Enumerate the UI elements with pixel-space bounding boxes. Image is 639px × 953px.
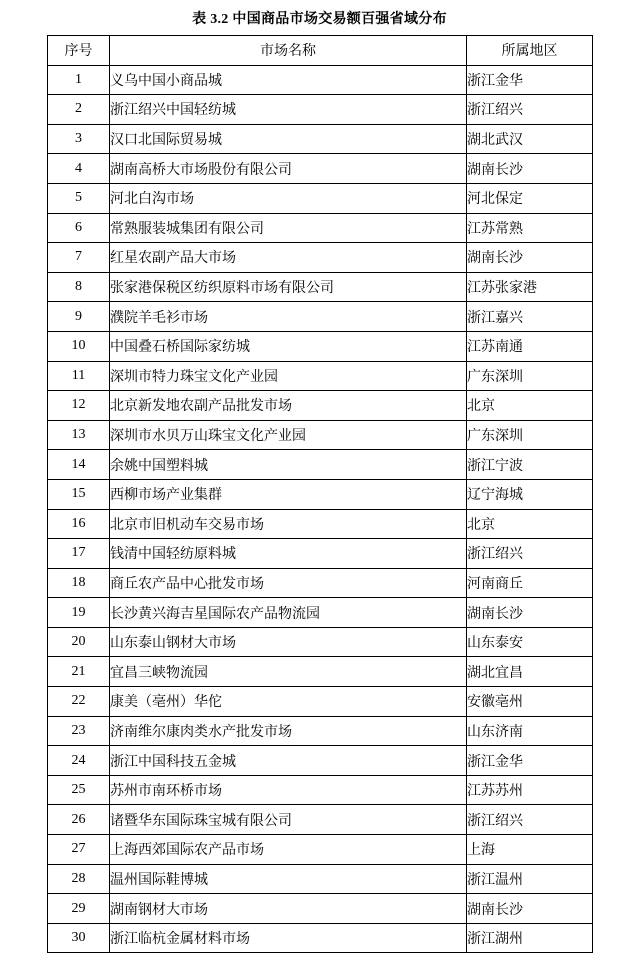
- cell-region: 浙江金华: [467, 746, 593, 776]
- cell-region: 浙江温州: [467, 864, 593, 894]
- table-row: [48, 627, 593, 657]
- cell-index: 21: [48, 657, 110, 687]
- cell-region: 湖南长沙: [467, 243, 593, 273]
- cell-market-name: 钱清中国轻纺原料城: [110, 539, 467, 569]
- cell-market-name: 常熟服装城集团有限公司: [110, 213, 467, 243]
- cell-market-name: 汉口北国际贸易城: [110, 124, 467, 154]
- cell-market-name: 济南维尔康肉类水产批发市场: [110, 716, 467, 746]
- table-row: [48, 923, 593, 953]
- cell-index: 1: [48, 65, 110, 95]
- cell-index: 25: [48, 775, 110, 805]
- cell-index: 24: [48, 746, 110, 776]
- table-row: [48, 835, 593, 865]
- cell-market-name: 红星农副产品大市场: [110, 243, 467, 273]
- table-row: [48, 65, 593, 95]
- table-row: [48, 183, 593, 213]
- cell-index: 4: [48, 154, 110, 184]
- column-header-region: 所属地区: [467, 36, 593, 66]
- cell-region: 湖南长沙: [467, 894, 593, 924]
- cell-market-name: 河北白沟市场: [110, 183, 467, 213]
- column-header-index: 序号: [48, 36, 110, 66]
- cell-index: 30: [48, 923, 110, 953]
- table-row: [48, 391, 593, 421]
- table-row: [48, 213, 593, 243]
- cell-region: 广东深圳: [467, 420, 593, 450]
- table-header: [48, 36, 593, 66]
- cell-market-name: 深圳市水贝万山珠宝文化产业园: [110, 420, 467, 450]
- cell-region: 湖南长沙: [467, 154, 593, 184]
- table-row: [48, 479, 593, 509]
- cell-region: 浙江湖州: [467, 923, 593, 953]
- cell-market-name: 中国叠石桥国际家纺城: [110, 331, 467, 361]
- cell-index: 8: [48, 272, 110, 302]
- table-row: [48, 420, 593, 450]
- cell-region: 浙江绍兴: [467, 95, 593, 125]
- table-row: [48, 539, 593, 569]
- cell-region: 安徽亳州: [467, 687, 593, 717]
- cell-index: 18: [48, 568, 110, 598]
- table-row: [48, 243, 593, 273]
- cell-region: 江苏张家港: [467, 272, 593, 302]
- cell-index: 2: [48, 95, 110, 125]
- cell-index: 12: [48, 391, 110, 421]
- cell-market-name: 北京市旧机动车交易市场: [110, 509, 467, 539]
- cell-index: 19: [48, 598, 110, 628]
- table-row: [48, 509, 593, 539]
- cell-market-name: 康美（亳州）华佗: [110, 687, 467, 717]
- table-row: [48, 331, 593, 361]
- table-row: [48, 598, 593, 628]
- cell-index: 29: [48, 894, 110, 924]
- cell-market-name: 长沙黄兴海吉星国际农产品物流园: [110, 598, 467, 628]
- cell-region: 北京: [467, 391, 593, 421]
- cell-index: 14: [48, 450, 110, 480]
- cell-index: 3: [48, 124, 110, 154]
- cell-market-name: 湖南高桥大市场股份有限公司: [110, 154, 467, 184]
- cell-region: 上海: [467, 835, 593, 865]
- cell-region: 辽宁海城: [467, 479, 593, 509]
- cell-region: 湖北武汉: [467, 124, 593, 154]
- cell-market-name: 濮院羊毛衫市场: [110, 302, 467, 332]
- cell-index: 10: [48, 331, 110, 361]
- table-row: [48, 894, 593, 924]
- cell-index: 27: [48, 835, 110, 865]
- cell-market-name: 苏州市南环桥市场: [110, 775, 467, 805]
- cell-market-name: 诸暨华东国际珠宝城有限公司: [110, 805, 467, 835]
- cell-region: 浙江嘉兴: [467, 302, 593, 332]
- table-row: [48, 746, 593, 776]
- column-header-market-name: 市场名称: [110, 36, 467, 66]
- cell-market-name: 余姚中国塑料城: [110, 450, 467, 480]
- cell-index: 26: [48, 805, 110, 835]
- cell-market-name: 浙江中国科技五金城: [110, 746, 467, 776]
- table-row: [48, 95, 593, 125]
- cell-index: 7: [48, 243, 110, 273]
- cell-index: 13: [48, 420, 110, 450]
- table-row: [48, 864, 593, 894]
- cell-market-name: 深圳市特力珠宝文化产业园: [110, 361, 467, 391]
- cell-market-name: 浙江绍兴中国轻纺城: [110, 95, 467, 125]
- cell-index: 16: [48, 509, 110, 539]
- cell-region: 浙江绍兴: [467, 805, 593, 835]
- cell-index: 6: [48, 213, 110, 243]
- table-body: [48, 65, 593, 953]
- cell-market-name: 西柳市场产业集群: [110, 479, 467, 509]
- cell-market-name: 宜昌三峡物流园: [110, 657, 467, 687]
- table-row: [48, 272, 593, 302]
- cell-market-name: 温州国际鞋博城: [110, 864, 467, 894]
- cell-index: 28: [48, 864, 110, 894]
- cell-region: 江苏常熟: [467, 213, 593, 243]
- cell-market-name: 上海西郊国际农产品市场: [110, 835, 467, 865]
- cell-index: 11: [48, 361, 110, 391]
- table-row: [48, 805, 593, 835]
- cell-market-name: 义乌中国小商品城: [110, 65, 467, 95]
- cell-index: 20: [48, 627, 110, 657]
- table-row: [48, 361, 593, 391]
- table-row: [48, 775, 593, 805]
- cell-index: 9: [48, 302, 110, 332]
- table-row: [48, 154, 593, 184]
- cell-market-name: 山东泰山钢材大市场: [110, 627, 467, 657]
- cell-index: 23: [48, 716, 110, 746]
- cell-region: 河北保定: [467, 183, 593, 213]
- cell-region: 江苏苏州: [467, 775, 593, 805]
- cell-market-name: 张家港保税区纺织原料市场有限公司: [110, 272, 467, 302]
- table-row: [48, 657, 593, 687]
- cell-index: 17: [48, 539, 110, 569]
- market-table: [47, 35, 593, 953]
- cell-index: 5: [48, 183, 110, 213]
- cell-region: 浙江宁波: [467, 450, 593, 480]
- table-caption: 表 3.2 中国商品市场交易额百强省域分布: [192, 12, 447, 27]
- cell-market-name: 北京新发地农副产品批发市场: [110, 391, 467, 421]
- cell-region: 湖北宜昌: [467, 657, 593, 687]
- cell-region: 湖南长沙: [467, 598, 593, 628]
- cell-region: 广东深圳: [467, 361, 593, 391]
- cell-region: 山东济南: [467, 716, 593, 746]
- table-row: [48, 716, 593, 746]
- cell-region: 浙江金华: [467, 65, 593, 95]
- cell-region: 浙江绍兴: [467, 539, 593, 569]
- cell-region: 北京: [467, 509, 593, 539]
- cell-market-name: 湖南钢材大市场: [110, 894, 467, 924]
- cell-region: 江苏南通: [467, 331, 593, 361]
- table-row: [48, 568, 593, 598]
- table-row: [48, 302, 593, 332]
- cell-market-name: 商丘农产品中心批发市场: [110, 568, 467, 598]
- cell-index: 22: [48, 687, 110, 717]
- table-header-row: [48, 36, 593, 66]
- cell-market-name: 浙江临杭金属材料市场: [110, 923, 467, 953]
- cell-region: 河南商丘: [467, 568, 593, 598]
- table-row: [48, 124, 593, 154]
- table-row: [48, 687, 593, 717]
- table-container: [0, 35, 639, 953]
- cell-index: 15: [48, 479, 110, 509]
- cell-region: 山东泰安: [467, 627, 593, 657]
- table-row: [48, 450, 593, 480]
